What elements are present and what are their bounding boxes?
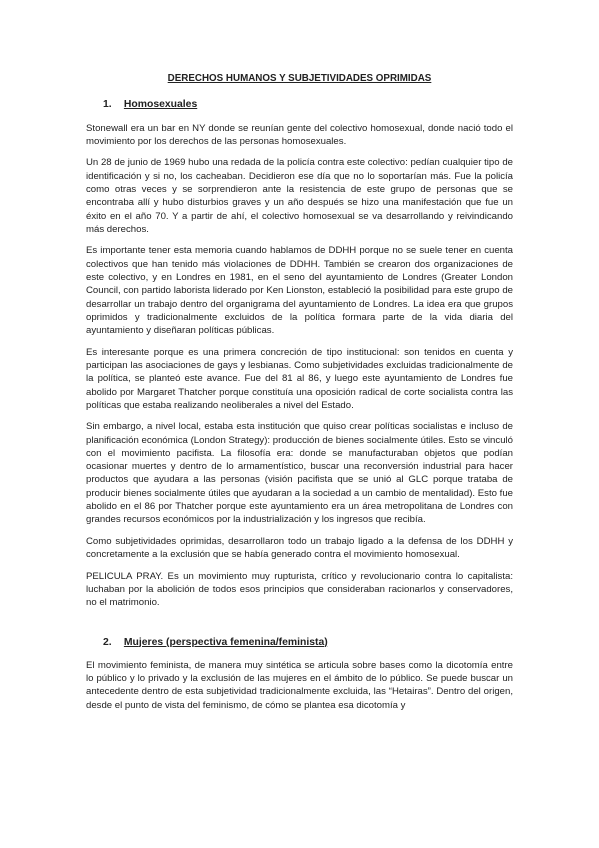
section-heading <box>103 636 513 649</box>
paragraph: Stonewall era un bar en NY donde se reunían gente del colectivo homosexual, donde nació todo el movimiento por los derechos de las personas homosexuales. <box>86 122 513 147</box>
paragraph: Sin embargo, a nivel local, estaba esta institución que quiso crear políticas socialistas e incluso de planificación económica (London Strategy): producción de bienes socialmente útiles. Esto se vinculó con el movimiento pacifista. La filosofía era: donde se manufacturaban objetos que podían ocasionar muertes y dentro de lo armamentístico, buscar una reconversión industrial para hacer productos que ayudara a las personas (visión pacifista que se unió al GLC porque trataba de producir bienes socialmente útiles que ayudaran a la sociedad a un cambio de mentalidad). Esto fue abolido en el 86 por Thatcher porque este ayuntamiento era un área metropolitana de Londres con grandes recursos económicos por la industrialización y los ingresos que recibía. <box>86 421 513 526</box>
section-heading-text: Mujeres (perspectiva femenina/feminista) <box>123 636 328 648</box>
section-heading-text: Homosexuales <box>123 99 198 111</box>
section-homosexuales <box>86 98 513 609</box>
section-heading <box>103 98 513 111</box>
document-title: DERECHOS HUMANOS Y SUBJETIVIDADES OPRIMIDAS <box>167 73 432 84</box>
section-mujeres <box>86 636 513 712</box>
paragraph: Es importante tener esta memoria cuando hablamos de DDHH porque no se suele tener en cuenta colectivos que han tenido más violaciones de DDHH. También se crearon dos organizaciones de este colectivo, y en Londres en 1981, en el seno del ayuntamiento de Londres (Greater London Council, con partido laborista liderado por Ken Lionston, estableció la posibilidad para este grupo de desarrollar un trabajo dentro del organigrama del ayuntamiento de Londres. La idea era que grupos oprimidos y tradicionalmente excluidos de la política formara parte de la vida diaria del ayuntamiento y diseñaran políticas públicas. <box>86 245 513 337</box>
paragraph: PELICULA PRAY. Es un movimiento muy rupturista, crítico y revolucionario contra lo capitalista: luchaban por la abolición de todos esos principios que consideraban racionarlos y conservadores, no el matrimonio. <box>86 570 513 609</box>
section-number: 2. <box>103 636 112 648</box>
paragraph: El movimiento feminista, de manera muy sintética se articula sobre bases como la dicotomía entre lo público y lo privado y la exclusión de las mujeres en el ámbito de lo público. Se puede buscar un antecedente dentro de esta subjetividad tradicionalmente excluida, las “Hetairas”. Dentro del origen, desde el punto de vista del feminismo, de cómo se plantea esa dicotomía y <box>86 659 513 711</box>
section-number: 1. <box>103 99 112 111</box>
paragraph: Es interesante porque es una primera concreción de tipo institucional: son tenidos en cuenta y participan las asociaciones de gays y lesbianas. Como subjetividades excluidas tradicionalmente de la política, se planteó este avance. Fue del 81 al 86, y luego este ayuntamiento de Londres fue abolido por Margaret Thatcher porque constituía una oposición radical de corte socialista contra las políticas que estaba realizando neoliberales a nivel del Estado. <box>86 346 513 411</box>
paragraph: Como subjetividades oprimidas, desarrollaron todo un trabajo ligado a la defensa de los DDHH y concretamente a la exclusión que se había generado contra el movimiento homosexual. <box>86 535 513 561</box>
paragraph: Un 28 de junio de 1969 hubo una redada de la policía contra este colectivo: pedían cualquier tipo de identificación y si no, los cacheaban. Decidieron ese día que no lo soportarían más. Fue la policía como otras veces y se sorprendieron ante la resistencia de este grupo de personas que se encontraba allí y hubo disturbios graves y un año después se hizo una manifestación que fue un éxito en el año 70. Y a partir de ahí, el colectivo homosexual se va desarrollando y reivindicando más derechos. <box>86 157 513 235</box>
